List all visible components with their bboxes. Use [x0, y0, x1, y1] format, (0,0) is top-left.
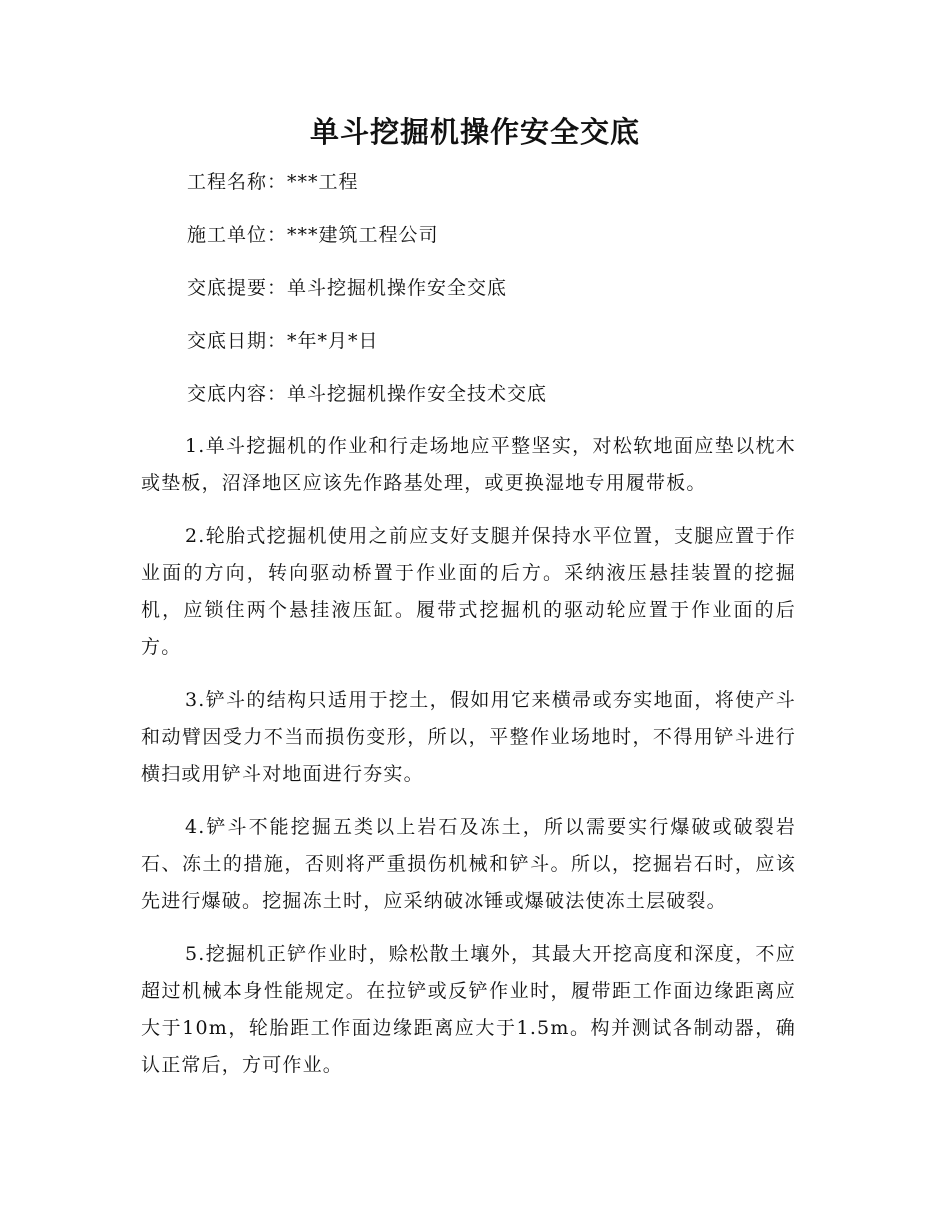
construction-unit-line: 施工单位：***建筑工程公司 — [187, 224, 439, 246]
paragraph-5: 5.挖掘机正铲作业时，赊松散土壤外，其最大开挖高度和深度，不应超过机械本身性能规定。在拉铲或反铲作业时，履带距工作面边缘距离应大于10m，轮胎距工作面边缘距离应大于1.5m。构并测试各制动器，确认正常后，方可作业。 — [141, 943, 796, 1076]
paragraph-4: 4.铲斗不能挖掘五类以上岩石及冻土，所以需要实行爆破或破裂岩石、冻土的措施，否则将严重损伤机械和铲斗。所以，挖掘岩石时，应该先进行爆破。挖掘冻土时，应采纳破冰锤或爆破法使冻土层破裂。 — [141, 816, 796, 912]
document-title: 单斗挖掘机操作安全交底 — [309, 115, 640, 149]
paragraph-3: 3.铲斗的结构只适用于挖土，假如用它来横帚或夯实地面，将使产斗和动臂因受力不当而损伤变形，所以，平整作业场地时，不得用铲斗进行横扫或用铲斗对地面进行夯实。 — [141, 689, 796, 785]
project-name-line: 工程名称：***工程 — [187, 171, 359, 193]
briefing-summary-line: 交底提要：单斗挖掘机操作安全交底 — [187, 277, 508, 299]
document-body — [141, 428, 796, 1100]
paragraph-2: 2.轮胎式挖掘机使用之前应支好支腿并保持水平位置，支腿应置于作业面的方向，转向驱动桥置于作业面的后方。采纳液压悬挂装置的挖掘机，应锁住两个悬挂液压缸。履带式挖掘机的驱动轮应置于作业面的后方。 — [141, 525, 796, 658]
briefing-date-line: 交底日期：*年*月*日 — [187, 330, 379, 352]
paragraph-1: 1.单斗挖掘机的作业和行走场地应平整坚实，对松软地面应垫以枕木或垫板，沼泽地区应该先作路基处理，或更换湿地专用履带板。 — [141, 435, 796, 494]
briefing-content-line: 交底内容：单斗挖掘机操作安全技术交底 — [187, 383, 548, 405]
